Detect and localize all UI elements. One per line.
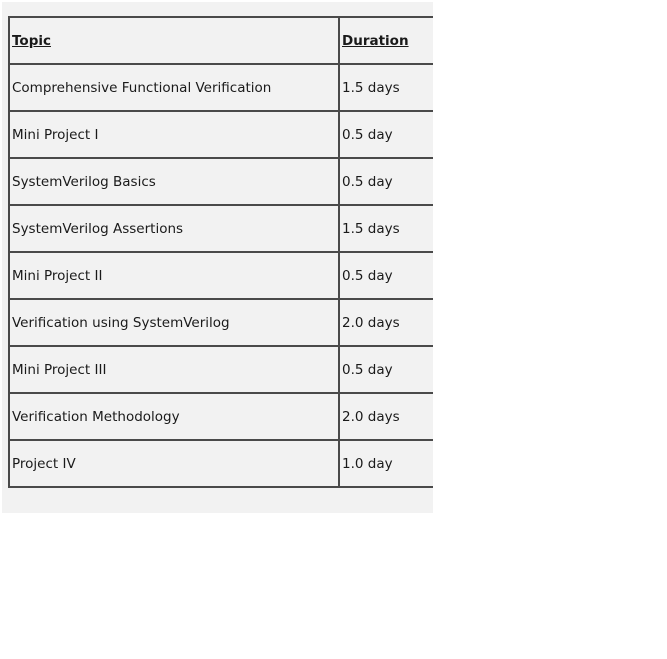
topic-cell: Verification Methodology (9, 393, 339, 440)
duration-cell: 0.5 day (339, 158, 433, 205)
topic-cell: SystemVerilog Basics (9, 158, 339, 205)
table-row (9, 440, 433, 487)
table-row (9, 111, 433, 158)
duration-cell: 1.5 days (339, 205, 433, 252)
course-schedule-table (8, 16, 433, 488)
table-row (9, 393, 433, 440)
duration-column-header: Duration (339, 17, 433, 64)
duration-cell: 0.5 day (339, 252, 433, 299)
duration-cell: 2.0 days (339, 393, 433, 440)
topic-cell: Project IV (9, 440, 339, 487)
duration-cell: 2.0 days (339, 299, 433, 346)
duration-cell: 1.0 day (339, 440, 433, 487)
topic-cell: SystemVerilog Assertions (9, 205, 339, 252)
table-panel (2, 2, 433, 513)
table-row (9, 252, 433, 299)
topic-column-header: Topic (9, 17, 339, 64)
topic-cell: Comprehensive Functional Verification (9, 64, 339, 111)
table-header-row (9, 17, 433, 64)
duration-cell: 1.5 days (339, 64, 433, 111)
table-row (9, 346, 433, 393)
duration-cell: 0.5 day (339, 346, 433, 393)
topic-cell: Verification using SystemVerilog (9, 299, 339, 346)
table-row (9, 205, 433, 252)
table-row (9, 158, 433, 205)
topic-cell: Mini Project I (9, 111, 339, 158)
table-row (9, 64, 433, 111)
topic-cell: Mini Project II (9, 252, 339, 299)
table-row (9, 299, 433, 346)
duration-cell: 0.5 day (339, 111, 433, 158)
topic-cell: Mini Project III (9, 346, 339, 393)
